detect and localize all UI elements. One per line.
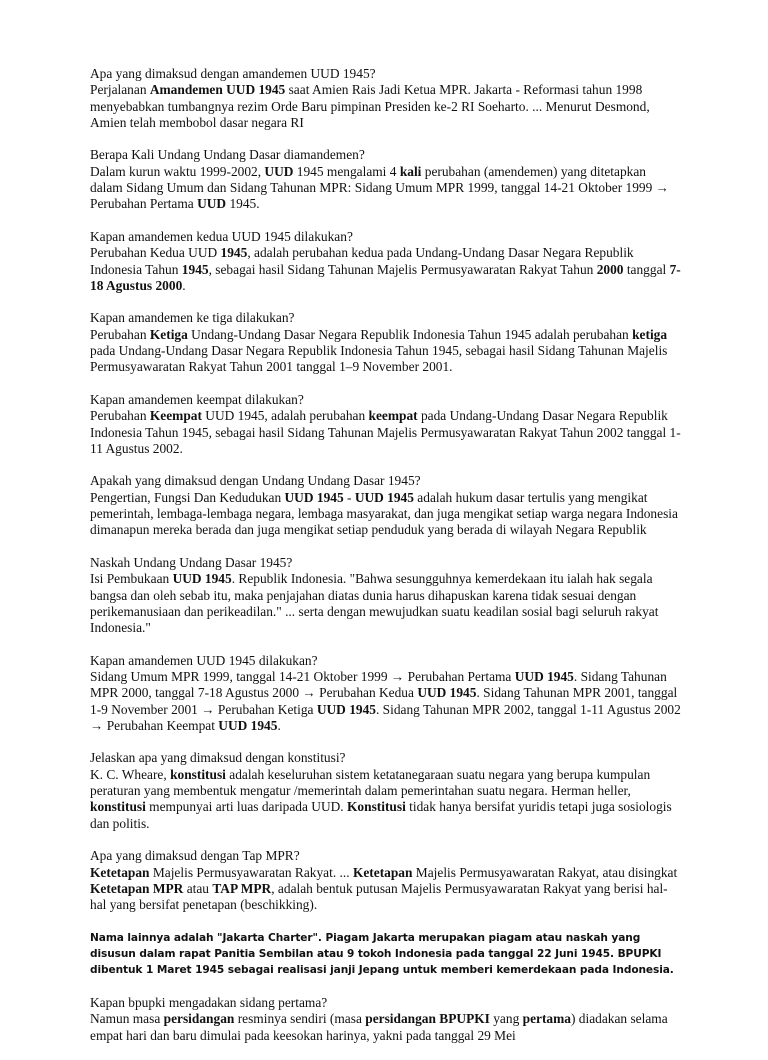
answer-run: . Republik Indonesia. "Bahwa sesungguhnya kemerdekaan itu ialah hak segala bangsa dan oleh sebab itu, maka penjajahan diatas dunia harus dihapuskan karena tidak sesuai dengan perikemanusiaan dan perikeadilan." ... serta dengan mewujudkan suatu keadilan sosial bagi seluruh rakyat Indonesia.": [90, 571, 659, 636]
bold-term: konstitusi: [170, 766, 226, 782]
bold-term: keempat: [368, 408, 418, 424]
question-text: Kapan amandemen kedua UUD 1945 dilakukan?: [90, 228, 353, 244]
answer-run: Pengertian, Fungsi Dan Kedudukan: [90, 489, 285, 505]
answer-text: [90, 408, 682, 457]
answer-run: , adalah perubahan kedua pada Undang-Undang Dasar Negara Republik Indonesia Tahun: [90, 245, 634, 277]
bold-term: pertama: [522, 1011, 571, 1027]
bold-term: UUD 1945: [354, 489, 414, 505]
answer-run: .: [182, 277, 186, 293]
answer-text: [90, 327, 682, 376]
bold-term: UUD 1945: [316, 701, 376, 717]
question-text: Berapa Kali Undang Undang Dasar diamandemen?: [90, 147, 365, 163]
bold-term: ketiga: [632, 326, 668, 342]
qa-block: [90, 229, 682, 294]
bold-term: UUD 1945: [514, 668, 574, 684]
qa-block: [90, 750, 682, 831]
question-text: Apakah yang dimaksud dengan Undang Undang Dasar 1945?: [90, 473, 421, 489]
bold-term: Ketiga: [149, 326, 188, 342]
bold-term: Konstitusi: [347, 799, 406, 815]
answer-run: Namun masa: [90, 1011, 164, 1027]
question-text: Naskah Undang Undang Dasar 1945?: [90, 554, 293, 570]
answer-text: [90, 865, 682, 914]
qa-list: [90, 66, 682, 913]
bold-term: kali: [399, 163, 422, 179]
answer-run: , adalah bentuk putusan Majelis Permusyawaratan Rakyat yang berisi hal-hal yang bersifat penetapan (beschikking).: [90, 880, 668, 913]
answer-run: adalah hukum dasar tertulis yang mengikat pemerintah, lembaga-lembaga negara, lembaga masyarakat, dan juga mengikat setiap warga negara Indonesia dimanapun mereka berada dan juga mengikat setiap penduduk yang berada di wilayah Negara Republik: [90, 489, 678, 538]
bold-term: Amandemen UUD 1945: [149, 82, 286, 98]
answer-run: yang: [489, 1011, 523, 1027]
answer-run: atau: [183, 880, 213, 896]
answer-run: mempunyai arti luas daripada UUD.: [145, 799, 348, 815]
jakarta-charter-note: Nama lainnya adalah "Jakarta Charter". Piagam Jakarta merupakan piagam atau naskah yang disusun dalam rapat Panitia Sembilan atau 9 tokoh Indonesia pada tanggal 22 Juni 1945. BPUPKI dibentuk 1 Maret 1945 sebagai realisasi janji Jepang untuk memberi kemerdekaan pada Indonesia.: [90, 931, 674, 977]
answer-run: Isi Pembukaan: [90, 571, 173, 587]
answer-run: pada Undang-Undang Dasar Negara Republik Indonesia Tahun 1945, sebagai hasil Sidang Tahunan Majelis Permusyawaratan Rakyat Tahun 2002 tanggal 1-11 Agustus 2002.: [90, 408, 681, 456]
answer-text: [90, 164, 682, 213]
qa-block: [90, 653, 682, 734]
answer-run: pada Undang-Undang Dasar Negara Republik Indonesia Tahun 1945, sebagai hasil Sidang Tahunan Majelis Permusyawaratan Rakyat Tahun 2001 tanggal 1–9 November 2001.: [90, 343, 668, 375]
answer-run: saat Amien Rais Jadi Ketua MPR. Jakarta - Reformasi tahun 1998 menyebabkan tumbangnya rezim Orde Baru pimpinan Presiden ke-2 RI Soeharto. ... Menurut Desmond, Amien telah membobol dasar negara RI: [90, 82, 650, 130]
answer-text: [90, 767, 682, 832]
bold-term: UUD 1945: [417, 685, 477, 701]
question-text: Kapan amandemen keempat dilakukan?: [90, 391, 304, 407]
bold-term: 2000: [596, 261, 624, 277]
bold-term: Keempat: [149, 408, 202, 424]
bold-term: UUD: [197, 196, 227, 212]
answer-run: K. C. Wheare,: [90, 766, 171, 782]
bold-term: Ketetapan: [90, 864, 150, 880]
answer-run: 1945.: [226, 196, 260, 212]
answer-run: Perubahan: [90, 326, 150, 342]
bold-term: Ketetapan MPR: [90, 880, 184, 896]
answer-text: [90, 82, 682, 131]
answer-run: Perubahan Kedua UUD: [90, 245, 221, 261]
answer-run: Undang-Undang Dasar Negara Republik Indonesia Tahun 1945 adalah perubahan: [187, 326, 633, 342]
qa-block: [90, 147, 682, 212]
answer-run: , sebagai hasil Sidang Tahunan Majelis Permusyawaratan Rakyat Tahun: [208, 261, 597, 277]
answer-text: [90, 1011, 682, 1044]
answer-run: . Sidang Tahunan MPR 2000, tanggal 7-18 Agustus 2000 → Perubahan Kedua: [90, 668, 667, 701]
qa-block: [90, 66, 682, 131]
bold-term: konstitusi: [90, 799, 146, 815]
answer-run: Perubahan: [90, 408, 150, 424]
answer-run: perubahan (amendemen) yang ditetapkan dalam Sidang Umum dan Sidang Tahunan MPR: Sidang Umum MPR 1999, tanggal 14-21 Oktober 1999 → Perubahan Pertama: [90, 163, 670, 212]
answer-run: Sidang Umum MPR 1999, tanggal 14-21 Oktober 1999 → Perubahan Pertama: [90, 668, 515, 684]
qa-block-bpupki: [90, 995, 682, 1044]
question-text: Kapan amandemen UUD 1945 dilakukan?: [90, 652, 318, 668]
answer-run: tanggal: [623, 261, 670, 277]
bold-term: Ketetapan: [352, 864, 413, 880]
question-text: Kapan bpupki mengadakan sidang pertama?: [90, 994, 328, 1010]
answer-run: -: [343, 489, 355, 505]
answer-run: Perjalanan: [90, 82, 150, 98]
answer-run: resminya sendiri (masa: [234, 1011, 366, 1027]
bold-term: TAP MPR: [212, 880, 272, 896]
answer-run: .: [277, 717, 281, 733]
question-text: Apa yang dimaksud dengan amandemen UUD 1945?: [90, 66, 376, 81]
question-text: Apa yang dimaksud dengan Tap MPR?: [90, 848, 300, 864]
bold-term: UUD 1945: [284, 489, 344, 505]
question-text: Kapan amandemen ke tiga dilakukan?: [90, 310, 295, 326]
question-text: Jelaskan apa yang dimaksud dengan konstitusi?: [90, 750, 346, 766]
answer-text: [90, 669, 682, 734]
qa-block: [90, 848, 682, 913]
answer-run: Majelis Permusyawaratan Rakyat. ...: [149, 864, 353, 880]
answer-run: adalah keseluruhan sistem ketatanegaraan suatu negara yang berupa kumpulan peraturan yang membentuk mengatur /memerintah dalam pemerintahan suatu negara. Herman heller,: [90, 766, 651, 799]
bold-term: 7-18 Agustus 2000: [90, 261, 681, 293]
qa-block: [90, 310, 682, 375]
bold-term: persidangan: [163, 1011, 235, 1027]
bold-term: UUD 1945: [218, 717, 278, 733]
answer-run: . Sidang Tahunan MPR 2001, tanggal 1-9 November 2001 → Perubahan Ketiga: [90, 685, 678, 717]
answer-run: ) diadakan selama empat hari dan baru dimulai pada keesokan harinya, yakni pada tanggal 29 Mei: [90, 1011, 668, 1043]
bold-term: 1945: [181, 261, 209, 277]
bold-term: UUD 1945: [172, 571, 232, 587]
answer-run: tidak hanya bersifat yuridis tetapi juga sosiologis dan politis.: [90, 799, 672, 831]
document-page: [90, 66, 682, 1060]
answer-text: [90, 245, 682, 294]
qa-block: [90, 473, 682, 538]
bold-term: 1945: [220, 245, 248, 261]
qa-block: [90, 555, 682, 636]
answer-text: [90, 571, 682, 636]
bold-term: UUD: [264, 163, 294, 179]
bold-term: persidangan BPUPKI: [365, 1011, 490, 1027]
answer-run: UUD 1945, adalah perubahan: [201, 408, 369, 424]
answer-run: 1945 mengalami 4: [293, 163, 400, 179]
answer-run: Dalam kurun waktu 1999-2002,: [90, 163, 265, 179]
answer-run: . Sidang Tahunan MPR 2002, tanggal 1-11 Agustus 2002 → Perubahan Keempat: [90, 701, 681, 733]
answer-text: [90, 490, 682, 539]
answer-run: Majelis Permusyawaratan Rakyat, atau disingkat: [412, 864, 678, 880]
qa-block: [90, 392, 682, 457]
